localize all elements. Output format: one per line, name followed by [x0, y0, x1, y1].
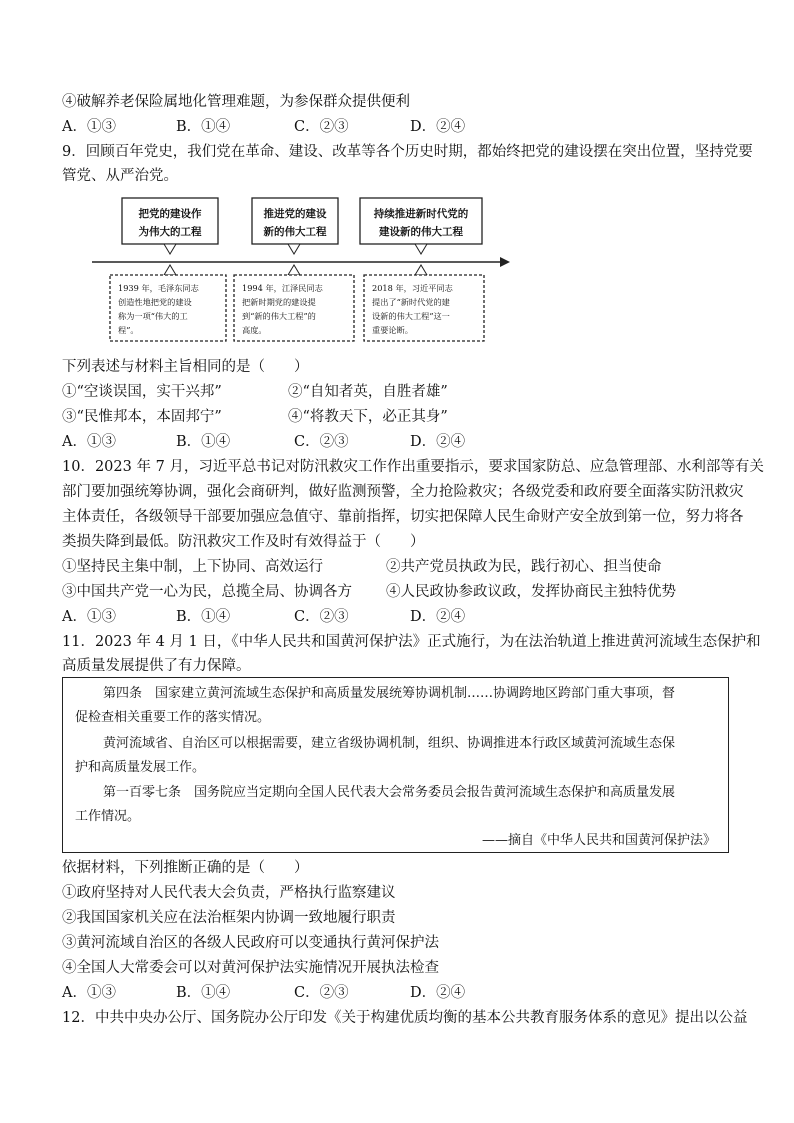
bottom-box-2-line-4: 高度。 — [242, 325, 267, 335]
q10-item-3: ③中国共产党一心为民，总揽全局、协调各方 — [62, 584, 352, 600]
q11-option-b[interactable]: B．①④ — [176, 985, 231, 1001]
top-pointer-1 — [164, 244, 176, 254]
law-excerpt-line-5: 第一百零七条 国务院应当定期向全国人民代表大会常务委员会报告黄河流域生态保护和高质量发展 — [103, 785, 676, 800]
top-box-3-line-2: 建设新的伟大工程 — [379, 226, 463, 238]
bottom-pointer-3 — [415, 265, 427, 275]
bottom-box-2-line-1: 1994 年，江泽民同志 — [242, 283, 323, 293]
bottom-box-3-line-1: 2018 年，习近平同志 — [372, 283, 453, 293]
q11-option-c[interactable]: C．②③ — [294, 985, 349, 1001]
q10-stem-line-4: 类损失降到最低。防汛救灾工作及时有效得益于（ ） — [62, 534, 425, 550]
bottom-box-2-line-2: 把新时期党的建设提 — [242, 297, 316, 307]
top-box-2-line-2: 新的伟大工程 — [263, 226, 327, 238]
q10-stem-line-3: 主体责任，各级领导干部要加强应急值守、靠前指挥，切实把保障人民生命财产安全放到第一位，努力将各 — [62, 509, 744, 525]
q10-item-1: ①坚持民主集中制，上下协同、高效运行 — [62, 559, 323, 575]
q11-item-3: ③黄河流域自治区的各级人民政府可以变通执行黄河保护法 — [62, 935, 439, 951]
q11-question: 依据材料，下列推断正确的是（ ） — [62, 860, 309, 876]
q9-item-2: ②“自知者英，自胜者雄” — [288, 384, 448, 400]
q9-option-c[interactable]: C．②③ — [294, 434, 349, 450]
q9-question: 下列表述与材料主旨相同的是（ ） — [62, 359, 309, 375]
law-excerpt-line-4: 护和高质量发展工作。 — [75, 760, 206, 775]
q10-item-2: ②共产党员执政为民，践行初心、担当使命 — [386, 559, 662, 575]
q8-option-d[interactable]: D．②④ — [410, 119, 466, 135]
top-pointer-3 — [415, 244, 427, 254]
bottom-box-3-line-4: 重要论断。 — [372, 325, 413, 335]
q9-option-a[interactable]: A．①③ — [62, 434, 116, 450]
bottom-box-1-line-2: 创造性地把党的建设 — [118, 297, 192, 307]
timeline-top-box-2 — [252, 198, 338, 244]
q9-option-d[interactable]: D．②④ — [410, 434, 466, 450]
timeline-bottom-box-2 — [234, 275, 354, 341]
timeline-arrowhead — [500, 257, 510, 267]
bottom-box-2-line-3: 到“新的伟大工程”的 — [242, 311, 316, 321]
q8-option-a[interactable]: A．①③ — [62, 119, 116, 135]
top-pointer-2 — [288, 244, 300, 254]
law-excerpt-line-6: 工作情况。 — [75, 809, 141, 824]
top-box-1-line-2: 为伟大的工程 — [138, 226, 202, 238]
q9-stem-line-1: 9．回顾百年党史，我们党在革命、建设、改革等各个历史时期，都始终把党的建设摆在突出位置，坚持党要 — [62, 144, 753, 160]
timeline-top-box-1 — [122, 198, 218, 244]
law-excerpt-box — [62, 677, 729, 853]
q10-item-4: ④人民政协参政议政，发挥协商民主独特优势 — [386, 584, 676, 600]
q9-item-3: ③“民惟邦本，本固邦宁” — [62, 409, 222, 425]
q11-option-a[interactable]: A．①③ — [62, 985, 116, 1001]
q10-option-d[interactable]: D．②④ — [410, 609, 466, 625]
q11-item-2: ②我国国家机关应在法治框架内协调一致地履行职责 — [62, 910, 396, 926]
timeline-bottom-box-1 — [110, 275, 226, 341]
q11-item-4: ④全国人大常委会可以对黄河保护法实施情况开展执法检查 — [62, 960, 439, 976]
q9-option-b[interactable]: B．①④ — [176, 434, 231, 450]
q10-stem-line-2: 部门要加强统筹协调，强化会商研判，做好监测预警，全力抢险救灾；各级党委和政府要全面落实防汛救灾 — [62, 484, 744, 500]
timeline-top-box-3 — [360, 198, 482, 244]
bottom-pointer-1 — [164, 265, 176, 275]
q12-stem-line-1: 12．中共中央办公厅、国务院办公厅印发《关于构建优质均衡的基本公共教育服务体系的意见》提出以公益 — [62, 1010, 748, 1026]
q9-stem-line-2: 管党、从严治党。 — [62, 168, 178, 184]
q11-item-1: ①政府坚持对人民代表大会负责，严格执行监察建议 — [62, 885, 396, 901]
q10-option-b[interactable]: B．①④ — [176, 609, 231, 625]
q10-option-a[interactable]: A．①③ — [62, 609, 116, 625]
q8-item-4: ④破解养老保险属地化管理难题，为参保群众提供便利 — [62, 94, 410, 110]
bottom-box-1-line-4: 程”。 — [118, 325, 139, 335]
top-box-2-line-1: 推进党的建设 — [263, 208, 327, 220]
q10-stem-line-1: 10．2023 年 7 月，习近平总书记对防汛救灾工作作出重要指示，要求国家防总、应急管理部、水利部等有关 — [62, 459, 764, 475]
law-excerpt-line-1: 第四条 国家建立黄河流域生态保护和高质量发展统筹协调机制……协调跨地区跨部门重大事项，督 — [103, 686, 676, 701]
q9-item-1: ①“空谈误国，实干兴邦” — [62, 384, 222, 400]
q11-stem-line-1: 11．2023 年 4 月 1 日，《中华人民共和国黄河保护法》正式施行，为在法治轨道上推进黄河流域生态保护和 — [62, 634, 761, 650]
bottom-pointer-2 — [288, 265, 300, 275]
q11-stem-line-2: 高质量发展提供了有力保障。 — [62, 658, 251, 674]
q9-item-4: ④“将教天下，必正其身” — [288, 409, 448, 425]
law-excerpt-line-2: 促检查相关重要工作的落实情况。 — [75, 710, 271, 725]
law-excerpt-source: ——摘自《中华人民共和国黄河保护法》 — [481, 833, 716, 848]
bottom-box-3-line-2: 提出了“新时代党的建 — [372, 297, 450, 307]
q8-option-c[interactable]: C．②③ — [294, 119, 349, 135]
top-box-3-line-1: 持续推进新时代党的 — [373, 208, 469, 220]
bottom-box-3-line-3: 设新的伟大工程”这一 — [372, 311, 450, 321]
top-box-1-line-1: 把党的建设作 — [138, 208, 202, 220]
timeline-bottom-box-3 — [364, 275, 484, 341]
party-building-timeline-diagram — [88, 195, 518, 345]
q8-option-b[interactable]: B．①④ — [176, 119, 231, 135]
bottom-box-1-line-3: 称为一项“伟大的工 — [118, 311, 188, 321]
q10-option-c[interactable]: C．②③ — [294, 609, 349, 625]
law-excerpt-line-3: 黄河流域省、自治区可以根据需要，建立省级协调机制，组织、协调推进本行政区域黄河流域生态保 — [103, 736, 676, 751]
bottom-box-1-line-1: 1939 年，毛泽东同志 — [118, 283, 199, 293]
q11-option-d[interactable]: D．②④ — [410, 985, 466, 1001]
